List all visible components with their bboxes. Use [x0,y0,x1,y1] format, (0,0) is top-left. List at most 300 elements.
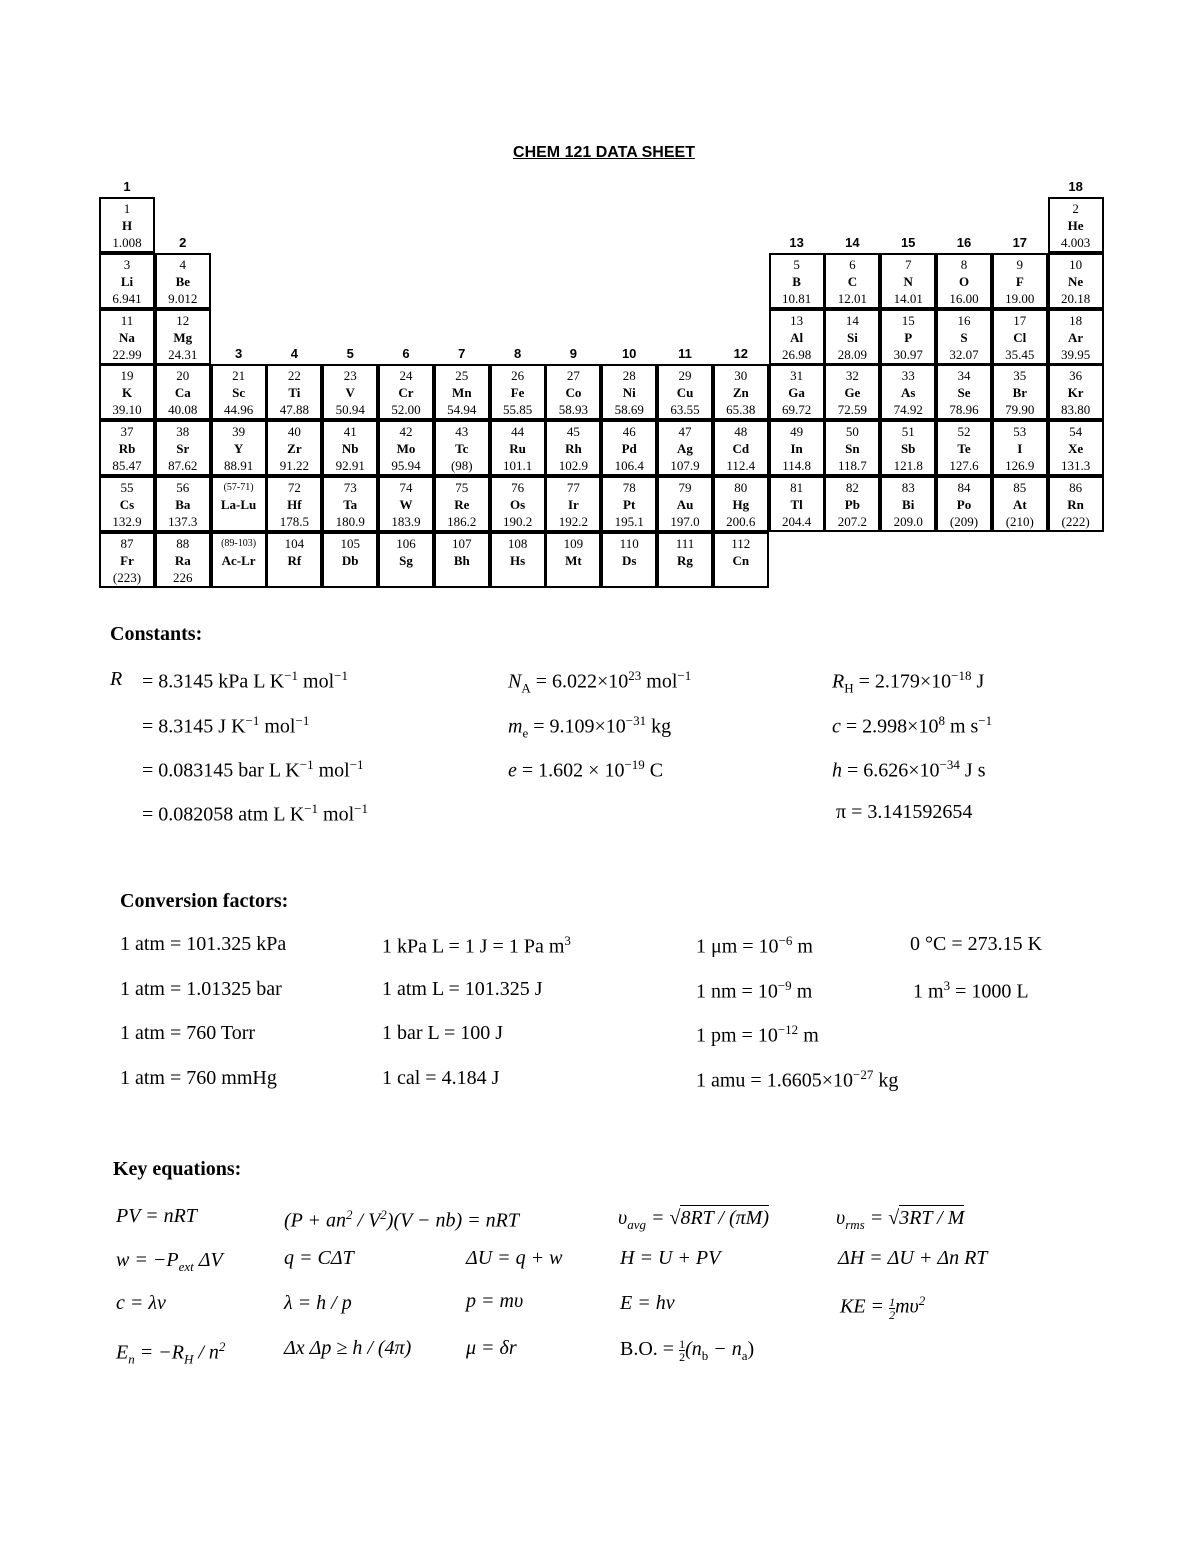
atomic-mass: 28.09 [837,346,868,362]
atomic-number: 72 [287,480,301,495]
atomic-mass: 19.00 [1005,290,1035,306]
element-symbol: Ga [788,385,805,401]
group-label-1: 1 [123,179,131,194]
atomic-number: 21 [232,368,246,384]
element-cell-au [657,476,713,532]
element-symbol: Pd [621,441,637,457]
group-label-15: 15 [900,234,916,250]
atomic-number: 42 [399,424,413,440]
atomic-mass: 209.0 [893,514,923,529]
element-cell-ag [657,420,713,476]
atomic-number: 39 [232,424,246,440]
element-symbol: V [345,385,355,401]
element-symbol: Ac-Lr [221,552,256,568]
atomic-number: 44 [511,424,525,440]
element-symbol: Rb [118,441,136,457]
element-symbol: Cu [676,385,694,401]
atomic-number: 45 [566,424,580,440]
atomic-number: 17 [1013,312,1027,328]
element-symbol: Os [510,497,526,512]
element-cell-sb [880,420,936,476]
conversion-bar-l-joule: 1 bar L = 100 J [382,1022,504,1044]
element-symbol: Fe [510,385,525,401]
atomic-number: 20 [176,368,190,384]
atomic-mass: 26.98 [781,346,812,362]
group-label-12: 12 [733,346,749,362]
element-cell-i [992,420,1048,476]
element-cell-ru [490,420,546,476]
element-symbol: Mt [565,552,582,568]
element-symbol: Pt [623,497,636,512]
element-symbol: Pb [844,497,860,512]
gas-constant-atm: = 0.082058 atm L $K^{-1}$ mol$^{-1}$ [142,801,368,826]
atomic-mass: 180.9 [335,514,365,529]
atomic-number: 23 [343,368,357,384]
atomic-mass: 127.6 [949,458,979,474]
group-label-6: 6 [402,346,410,362]
atomic-number: 76 [511,480,525,495]
atomic-number: 38 [176,424,190,440]
atomic-number: 31 [790,368,804,384]
atomic-mass: 69.72 [781,402,812,418]
element-symbol: Li [120,273,134,289]
group-label-17: 17 [1012,234,1028,250]
atomic-mass: 106.4 [614,458,644,474]
atomic-number: 36 [1069,368,1083,384]
element-cell-ac-lr [211,532,267,588]
element-cell-fe [490,364,546,420]
atomic-number: 27 [566,368,580,384]
element-symbol: Ds [621,552,637,568]
element-cell-sn [824,420,880,476]
page-title: CHEM 121 DATA SHEET [513,144,695,161]
element-cell-ar [1048,309,1104,365]
element-cell-ga [769,364,825,420]
element-cell-pt [601,476,657,532]
element-cell-pd [601,420,657,476]
atomic-number: 22 [287,368,301,384]
element-cell-ni [601,364,657,420]
element-cell-ti [266,364,322,420]
wave-equation: c = λν [116,1292,166,1314]
conversion-atm-torr: 1 atm = 760 Torr [120,1022,256,1044]
atomic-number: 52 [957,424,971,440]
atomic-number: 43 [455,424,469,440]
element-cell-zn [713,364,769,420]
group-label-11: 11 [678,346,692,362]
conversion-kpa-l-joule: 1 kPa L = 1 J = 1 Pa $m^3$ [382,933,571,958]
element-cell-ne [1048,253,1104,309]
atomic-mass: 178.5 [279,514,310,529]
element-symbol: Y [233,441,244,457]
element-cell-cn [713,532,769,588]
de-broglie-equation: λ = h / p [284,1292,352,1314]
atomic-mass: 74.92 [893,402,923,418]
element-cell-li [99,253,155,309]
element-cell-b [769,253,825,309]
element-symbol: Ag [677,441,693,457]
element-cell-y [211,420,267,476]
atomic-mass: 55.85 [502,402,533,418]
atomic-mass: 200.6 [726,514,756,529]
element-cell-si [824,309,880,365]
atomic-mass: 207.2 [837,514,868,529]
element-symbol: Ca [174,385,191,401]
atomic-number: 56 [176,480,190,495]
atomic-mass: 32.07 [949,346,979,362]
element-cell-cr [378,364,434,420]
atomic-mass: 79.90 [1005,402,1035,418]
element-symbol: Co [565,385,582,401]
element-cell-ca [155,364,211,420]
element-cell-s [936,309,992,365]
atomic-number: 109 [563,535,584,551]
element-symbol: S [960,329,968,345]
atomic-mass: 72.59 [837,402,868,418]
gas-constant-kpa: = 8.3145 kPa L $K^{-1}$ mol$^{-1}$ [142,668,349,693]
constants-title: Constants: [110,623,203,645]
enthalpy-change-equation: ΔH = ΔU + Δn RT [838,1247,988,1269]
atomic-mass: 1.008 [112,235,142,250]
atomic-mass: 14.01 [893,290,923,306]
atomic-number: 3 [123,256,131,272]
element-cell-o [936,253,992,309]
element-symbol: O [958,273,970,289]
atomic-number: (57-71) [223,482,254,493]
element-symbol: Ne [1068,273,1084,289]
atomic-number: 53 [1013,424,1027,440]
element-symbol: Si [846,329,858,345]
element-symbol: W [399,497,413,512]
element-symbol: Be [175,273,191,289]
element-cell-k [99,364,155,420]
atomic-mass: 95.94 [391,458,421,474]
atomic-mass: 101.1 [502,458,533,474]
atomic-number: 54 [1069,424,1083,440]
element-symbol: Ar [1068,329,1084,345]
atomic-number: 8 [960,256,968,272]
element-cell-be [155,253,211,309]
element-symbol: Tl [790,497,803,512]
atomic-number: 18 [1069,312,1083,328]
avogadro-constant: $N_A = 6.022\times 10^{23}$ mol$^{-1}$ [508,668,692,696]
element-symbol: P [904,329,913,345]
atomic-number: 83 [901,480,915,495]
atomic-mass: 197.0 [670,514,700,529]
element-symbol: Fr [120,552,134,568]
element-symbol: Ra [174,552,191,568]
atomic-mass: (222) [1061,514,1090,529]
element-cell-na [99,309,155,365]
element-cell-mg [155,309,211,365]
atomic-number: 34 [957,368,971,384]
atomic-number: 25 [455,368,469,384]
average-speed-equation: $\upsilon_{avg} = √8RT / (\pi M)$ [618,1207,769,1232]
element-symbol: In [790,441,803,457]
atomic-number: 80 [734,480,748,495]
atomic-mass: 44.96 [223,402,254,418]
atomic-mass: (209) [949,514,979,529]
element-cell-as [880,364,936,420]
atomic-mass: 24.31 [168,346,198,362]
atomic-number: 4 [179,256,187,272]
atomic-mass: 118.7 [838,458,867,474]
atomic-mass: 63.55 [670,402,700,418]
speed-of-light: $c = 2.998\times 10^8$ m $s^{-1}$ [832,713,993,738]
atomic-mass: (223) [112,569,142,585]
element-symbol: K [121,385,133,401]
atomic-number: 79 [678,480,692,495]
kinetic-energy-equation: KE = $\frac{1}{2}$ $m\upsilon^2$ [840,1293,926,1322]
atomic-number: 11 [120,312,134,328]
element-symbol: Se [957,385,971,401]
element-cell-hg [713,476,769,532]
element-cell-rn [1048,476,1104,532]
atomic-number: 51 [901,424,915,440]
atomic-number: 48 [734,424,748,440]
element-symbol: Ta [343,497,358,512]
element-cell-ge [824,364,880,420]
atomic-number: 6 [849,256,856,272]
atomic-mass: 91.22 [279,458,310,474]
element-symbol: Hs [510,552,526,568]
atomic-number: 9 [1016,256,1024,272]
atomic-number: 19 [120,368,134,384]
gas-constant-bar: = 0.083145 bar L $K^{-1}$ mol$^{-1}$ [142,757,364,782]
atomic-mass: 35.45 [1005,346,1035,362]
element-symbol: Ni [622,385,636,401]
atomic-mass: 126.9 [1005,458,1035,474]
atomic-number: 110 [619,535,639,551]
element-symbol: Cn [732,552,750,568]
atomic-number: 49 [790,424,804,440]
element-symbol: Cs [119,497,135,512]
element-symbol: Tc [455,441,469,457]
element-cell-al [769,309,825,365]
atomic-mass: 12.01 [837,290,868,306]
element-cell-bh [434,532,490,588]
atomic-mass: 88.91 [223,458,254,474]
element-symbol: Al [790,329,804,345]
atomic-mass: 192.2 [558,514,589,529]
conversion-celsius-kelvin: 0 °C = 273.15 K [910,933,1043,955]
conversion-atm-kpa: 1 atm = 101.325 kPa [120,933,287,955]
element-symbol: At [1012,497,1027,512]
group-label-18: 18 [1068,179,1083,194]
element-symbol: Nb [341,441,359,457]
atomic-mass: 47.88 [279,402,310,418]
element-cell-ba [155,476,211,532]
rms-speed-equation: $\upsilon_{rms} = √3RT / M$ [836,1207,965,1232]
element-symbol: Na [119,329,135,345]
atomic-mass: 10.81 [781,290,812,306]
atomic-number: 26 [511,368,525,384]
atomic-mass: 226 [173,569,193,585]
element-symbol: C [847,273,858,289]
atomic-number: 88 [176,535,190,551]
atomic-mass: 83.80 [1060,402,1091,418]
element-cell-w [378,476,434,532]
element-cell-hf [266,476,322,532]
element-cell-in [769,420,825,476]
element-cell-zr [266,420,322,476]
momentum-equation: p = mυ [466,1290,524,1312]
element-symbol: Kr [1067,385,1084,401]
atomic-number: 24 [399,368,413,384]
atomic-number: 7 [904,256,912,272]
element-cell-f [992,253,1048,309]
atomic-number: 85 [1013,480,1027,495]
element-symbol: F [1015,273,1024,289]
conversion-factors-title: Conversion factors: [120,890,289,912]
atomic-number: 105 [340,535,360,551]
atomic-mass: 112.4 [726,458,756,474]
element-symbol: Mo [396,441,416,457]
atomic-mass: 121.8 [893,458,923,474]
atomic-mass: 78.96 [949,402,979,418]
element-cell-ir [545,476,601,532]
atomic-mass: 65.38 [726,402,756,418]
atomic-number: 41 [343,424,357,440]
element-symbol: Hf [287,497,302,512]
element-symbol: Ti [288,385,301,401]
atomic-number: 10 [1069,256,1083,272]
atomic-mass: 183.9 [391,514,421,529]
atomic-mass: (98) [450,458,473,474]
atomic-number: 55 [120,480,134,495]
group-label-4: 4 [290,346,298,362]
ideal-gas-law: PV = nRT [116,1205,197,1227]
atomic-mass: 58.69 [614,402,644,418]
key-equations-title: Key equations: [113,1158,242,1180]
element-symbol: Ru [509,441,526,457]
element-cell-bi [880,476,936,532]
element-cell-re [434,476,490,532]
element-cell-pb [824,476,880,532]
atomic-number: 5 [793,256,800,272]
atomic-mass: 16.00 [949,290,979,306]
atomic-number: 16 [957,312,971,328]
element-symbol: I [1017,441,1023,457]
element-cell-ds [601,532,657,588]
photon-energy-equation: E = hν [620,1292,675,1314]
element-symbol: Sb [900,441,916,457]
group-label-9: 9 [569,346,577,362]
atomic-number: 106 [396,535,416,551]
atomic-mass: 39.95 [1060,346,1091,362]
atomic-number: 82 [845,480,859,495]
atomic-number: 32 [845,368,859,384]
element-cell-sg [378,532,434,588]
element-symbol: Po [956,497,972,512]
gas-constant-symbol: R [110,668,123,690]
group-label-8: 8 [513,346,522,362]
atomic-mass: 9.012 [168,290,198,306]
atomic-number: 15 [901,312,915,328]
atomic-number: 47 [678,424,692,440]
atomic-number: 78 [622,480,636,495]
element-cell-cl [992,309,1048,365]
element-cell-n [880,253,936,309]
element-cell-po [936,476,992,532]
element-cell-la-lu [211,476,267,532]
element-symbol: Sn [845,441,860,457]
element-symbol: As [900,385,916,401]
atomic-mass: 204.4 [781,514,812,529]
atomic-number: 74 [399,480,413,495]
element-cell-se [936,364,992,420]
atomic-number: 111 [675,535,695,551]
element-cell-hs [490,532,546,588]
element-cell-rf [266,532,322,588]
element-symbol: Cl [1013,329,1027,345]
atomic-number: 28 [622,368,636,384]
element-symbol: Db [341,552,359,568]
atomic-mass: 195.1 [614,514,644,529]
element-cell-nb [322,420,378,476]
atomic-mass: 92.91 [335,458,365,474]
atomic-mass: 107.9 [670,458,700,474]
element-symbol: Br [1012,385,1028,401]
bohr-energy-equation: $E_n = -R_H / n^2$ [116,1339,226,1367]
uncertainty-principle: Δx Δp ≥ h / (4π) [284,1337,412,1359]
atomic-number: 14 [845,312,859,328]
group-label-2: 2 [179,234,187,250]
atomic-number: 84 [957,480,971,495]
element-cell-co [545,364,601,420]
atomic-mass: 39.10 [112,402,142,418]
conversion-atm-bar: 1 atm = 1.01325 bar [120,978,282,1000]
atomic-mass: 131.3 [1060,458,1091,474]
element-cell-cd [713,420,769,476]
atomic-number: 35 [1013,368,1027,384]
atomic-mass: 58.93 [558,402,589,418]
gas-constant-joule: = 8.3145 J $K^{-1}$ mol$^{-1}$ [142,713,310,738]
element-cell-ta [322,476,378,532]
atomic-number: (89-103) [221,537,257,549]
element-symbol: Xe [1068,441,1084,457]
atomic-number: 75 [455,480,469,495]
atomic-number: 87 [120,535,134,551]
element-symbol: La-Lu [220,497,257,512]
element-symbol: Sg [399,552,413,568]
element-cell-mn [434,364,490,420]
work-equation: $w = -P_{ext}$ ΔV [116,1249,223,1274]
atomic-number: 13 [790,312,804,328]
atomic-mass: 102.9 [558,458,589,474]
conversion-cal-joule: 1 cal = 4.184 J [382,1067,500,1089]
atomic-mass: 30.97 [893,346,923,362]
conversion-picometer: 1 pm = $10^{-12}$ m [696,1022,819,1047]
element-symbol: N [903,273,913,289]
element-symbol: Re [454,497,470,512]
element-cell-db [322,532,378,588]
atomic-mass: 40.08 [168,402,198,418]
element-cell-kr [1048,364,1104,420]
element-symbol: Bi [902,497,915,512]
element-symbol: Rg [677,552,693,568]
element-symbol: Cd [732,441,750,457]
heat-equation: q = CΔT [284,1247,354,1269]
element-symbol: Mg [173,329,193,345]
element-symbol: Mn [452,385,472,401]
element-cell-rh [545,420,601,476]
elementary-charge: $e = 1.602 \times 10^{-19}$ C [508,757,664,782]
conversion-nanometer: 1 nm = $10^{-9}$ m [696,978,813,1003]
atomic-mass: 22.99 [112,346,142,362]
atomic-mass: 186.2 [447,514,477,529]
atomic-mass: 137.3 [168,514,198,529]
